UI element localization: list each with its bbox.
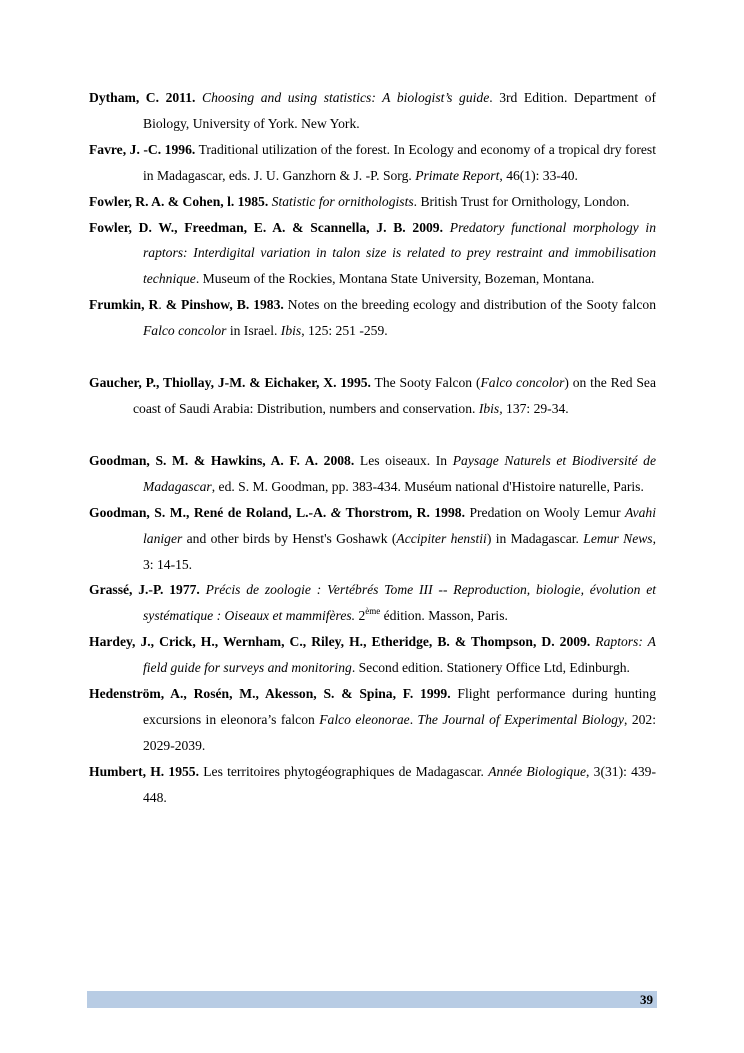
- reference-entry-fowler-2009: [89, 215, 656, 293]
- reference-authors: Hedenström, A., Rosén, M., Akesson, S. & Spina, F. 1999.: [89, 686, 451, 702]
- reference-species: Avahi laniger: [143, 504, 656, 546]
- reference-title: Predatory functional morphology in raptors: Interdigital variation in talon size is related to prey restraint and immobilisation technique: [143, 219, 656, 287]
- reference-species: Accipiter henstii: [396, 530, 487, 546]
- reference-entry-goodman-1998: Goodman, S. M., René de Roland, L.-A. & Thorstrom, R. 1998. Predation on Wooly Lemur Avahi laniger and other birds by Henst's Goshawk (Accipiter henstii) in Madagascar. Lemur News, 3: 14-15.: [89, 504, 657, 572]
- reference-entry-frumkin-1983: Frumkin, R. & Pinshow, B. 1983. Notes on the breeding ecology and distribution of the Sooty falcon Falco concolor in Israel. Ibis, 125: 251 -259.: [89, 297, 656, 339]
- reference-journal: Ibis,: [478, 400, 503, 416]
- reference-details: Traditional utilization of the forest. In Ecology and economy of a tropical dry forest in Madagascar, eds. J. U. Ganzhorn & J. -P. Sorg.: [143, 141, 656, 183]
- reference-journal: Année Biologique: [488, 763, 587, 779]
- reference-volume: 137: 29-34.: [502, 400, 569, 416]
- reference-book-title: Paysage Naturels et Biodiversité de Madagascar: [143, 452, 657, 494]
- reference-details: édition. Masson, Paris.: [380, 608, 508, 624]
- reference-details: . Museum of the Rockies, Montana State University, Bozeman, Montana.: [195, 271, 595, 287]
- reference-authors: Dytham, C. 2011.: [89, 90, 196, 105]
- reference-entry-gaucher-1995: Gaucher, P., Thiollay, J-M. & Eichaker, X. 1995. The Sooty Falcon (Falco concolor) on the Red Sea coast of Saudi Arabia: Distribution, numbers and conservation. Ibis, 137: 29-34.: [89, 375, 656, 416]
- page-number: 39: [640, 992, 653, 1007]
- reference-authors: Goodman, S. M. & Hawkins, A. F. A. 2008.: [89, 452, 355, 468]
- reference-entry-hedenstrom-1999: Hedenström, A., Rosén, M., Akesson, S. & Spina, F. 1999. Flight performance during hunting excursions in eleonora’s falcon Falco eleonorae. The Journal of Experimental Biology, 202: 2029-2039.: [89, 686, 656, 753]
- reference-title: Précis de zoologie : Vertébrés Tome III -- Reproduction, biologie, évolution et systématique : Oiseaux et mammifères.: [143, 582, 656, 624]
- reference-volume: , 46(1): 33-40.: [499, 167, 578, 183]
- reference-journal: Lemur News: [583, 530, 653, 546]
- reference-entry-dytham-2011: [89, 85, 656, 137]
- reference-authors: Frumkin, R. & Pinshow, B. 1983.: [89, 297, 284, 313]
- reference-list: [89, 85, 656, 811]
- reference-details: Flight performance during hunting excursions in eleonora’s falcon: [143, 686, 656, 727]
- page-footer-bar: [87, 991, 657, 1008]
- reference-title: Statistic for ornithologists: [271, 193, 414, 209]
- reference-journal: Primate Report: [415, 167, 500, 183]
- reference-title: Raptors: A field guide for surveys and monitoring: [143, 634, 656, 676]
- reference-authors: Goodman, S. M., René de Roland, L.-A. & Thorstrom, R. 1998.: [89, 504, 465, 520]
- reference-journal: The Journal of Experimental Biology: [417, 711, 624, 727]
- reference-journal: Ibis: [280, 323, 302, 339]
- reference-entry-fowler-cohen-1985: [89, 189, 656, 215]
- reference-details: . British Trust for Ornithology, London.: [413, 193, 630, 209]
- reference-authors: Gaucher, P., Thiollay, J-M. & Eichaker, X. 1995.: [89, 375, 371, 391]
- reference-authors: Grassé, J.-P. 1977.: [89, 582, 200, 598]
- reference-title: Choosing and using statistics: A biologist’s guide: [202, 90, 490, 105]
- reference-species: Falco eleonorae: [319, 711, 410, 727]
- reference-volume: , 202: 2029-2039.: [143, 711, 656, 753]
- reference-details: Les territoires phytogéographiques de Madagascar.: [199, 763, 489, 779]
- reference-details: Les oiseaux. In: [354, 452, 453, 468]
- reference-entry-favre-1996: [89, 137, 656, 189]
- reference-species: Falco concolor: [480, 375, 565, 391]
- reference-authors: Hardey, J., Crick, H., Wernham, C., Riley, H., Etheridge, B. & Thompson, D. 2009.: [89, 634, 591, 650]
- reference-entry-grasse-1977: Grassé, J.-P. 1977. Précis de zoologie : Vertébrés Tome III -- Reproduction, biologie, évolution et systématique : Oiseaux et mammifères. 2ème édition. Masson, Paris.: [89, 582, 656, 624]
- reference-details: Predation on Wooly Lemur: [464, 504, 626, 520]
- reference-details: The Sooty Falcon (: [370, 375, 481, 391]
- reference-authors: Fowler, R. A. & Cohen, l. 1985.: [89, 193, 269, 209]
- reference-entry-goodman-hawkins-2008: [89, 448, 656, 500]
- reference-volume: , 3: 14-15.: [143, 530, 657, 572]
- reference-entry-humbert-1955: [89, 759, 656, 811]
- reference-entry-hardey-2009: [89, 629, 656, 681]
- reference-volume: , 3(31): 439-448.: [143, 763, 657, 805]
- reference-details: . 3rd Edition. Department of Biology, University of York. New York.: [143, 90, 656, 131]
- reference-authors: Humbert, H. 1955.: [89, 763, 200, 779]
- reference-volume: , ed. S. M. Goodman, pp. 383-434. Muséum national d'Histoire naturelle, Paris.: [211, 478, 644, 494]
- reference-volume: , 125: 251 -259.: [301, 323, 388, 339]
- reference-species: Falco concolor: [143, 323, 227, 339]
- reference-details: . Second edition. Stationery Office Ltd, Edinburgh.: [351, 660, 630, 676]
- reference-authors: Fowler, D. W., Freedman, E. A. & Scannella, J. B. 2009.: [89, 219, 444, 235]
- reference-details: Notes on the breeding ecology and distribution of the Sooty falcon: [283, 297, 656, 313]
- reference-authors: Favre, J. -C. 1996.: [89, 141, 196, 157]
